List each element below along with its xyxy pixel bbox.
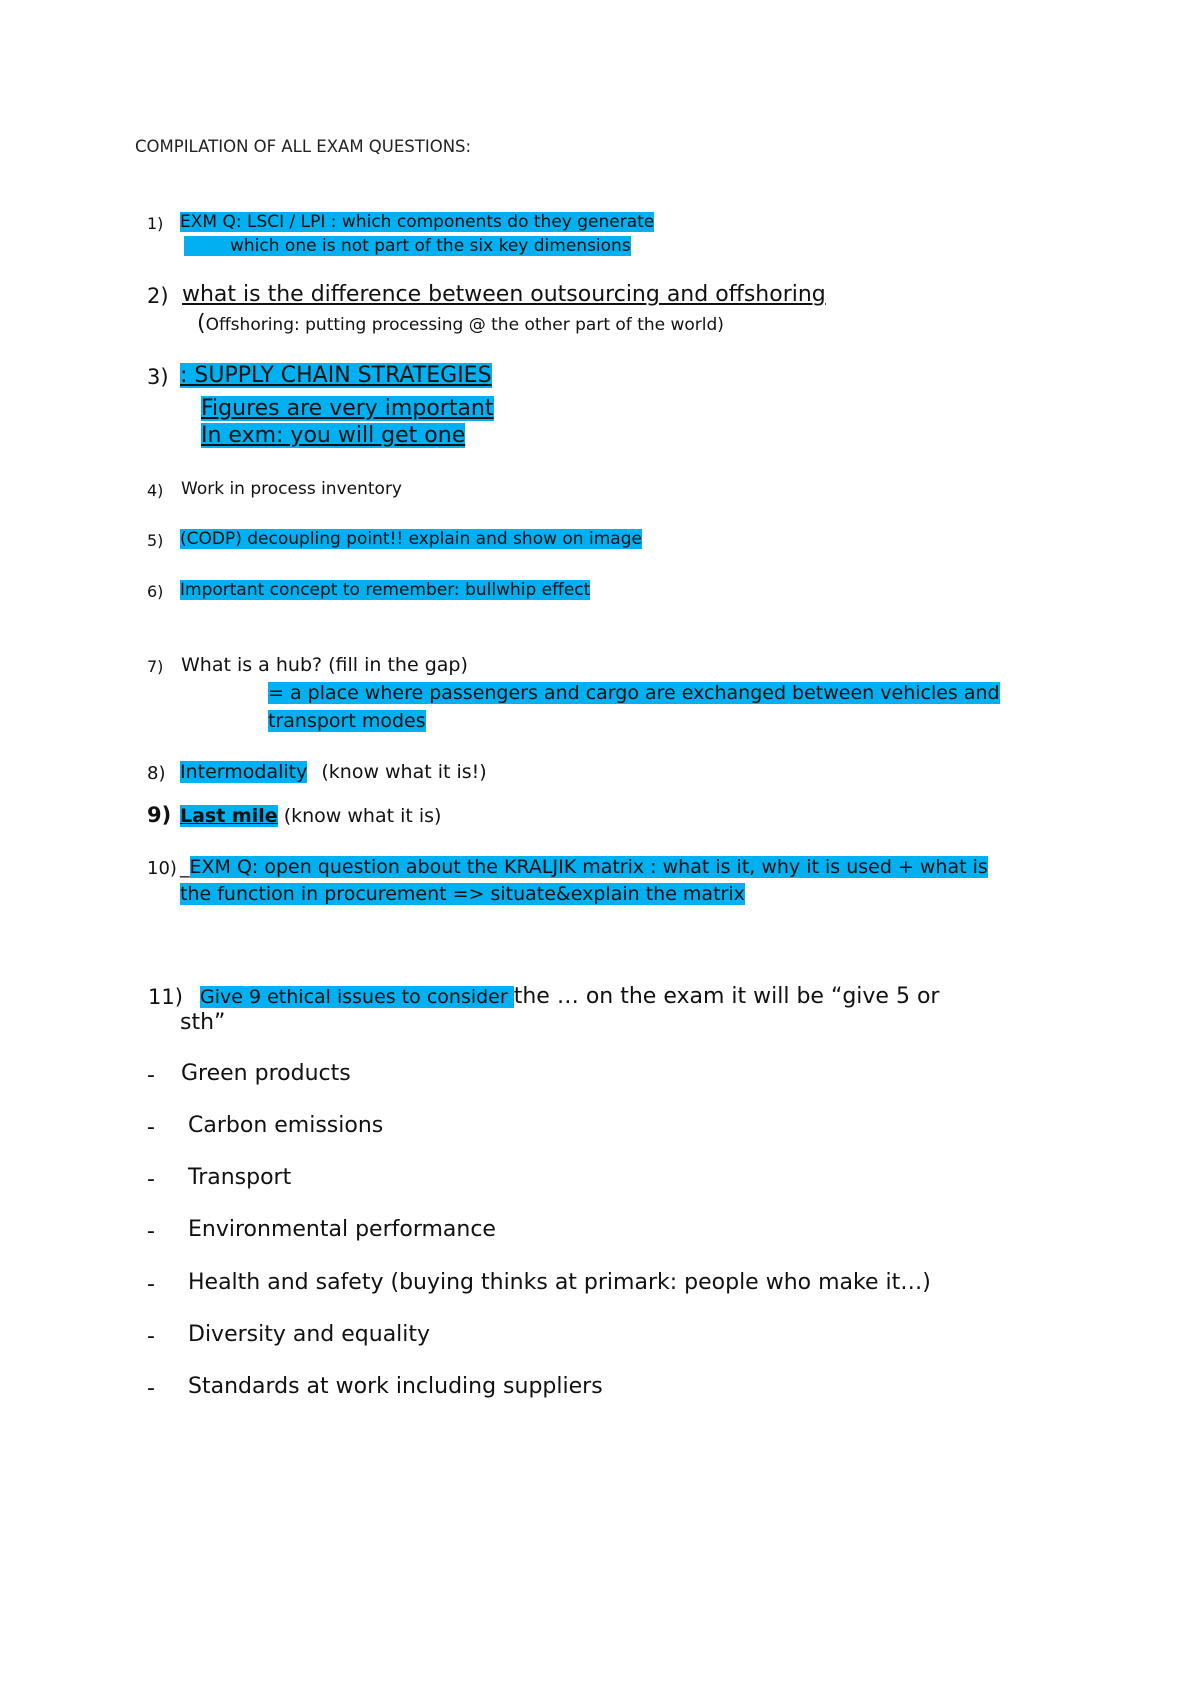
q3-line2-text: Figures are very important	[201, 396, 494, 421]
q1-line2-text: which one is not part of the six key dimensions	[184, 236, 631, 256]
q3-line1-text: : SUPPLY CHAIN STRATEGIES	[180, 363, 492, 388]
q8-term: Intermodality	[180, 761, 308, 783]
q6-text: Important concept to remember: bullwhip effect	[180, 580, 591, 600]
page-title: COMPILATION OF ALL EXAM QUESTIONS:	[135, 137, 472, 156]
q2-paren: (	[197, 311, 206, 336]
q5-number: 5)	[147, 531, 164, 550]
q7-answer1: = a place where passengers and cargo are exchanged between vehicles and	[268, 682, 1000, 704]
list-item: Carbon emissions	[188, 1113, 384, 1138]
q9-rest: (know what it is)	[277, 805, 442, 827]
q3-number: 3)	[147, 365, 169, 389]
list-item: Transport	[188, 1165, 292, 1190]
list-item-dash: -	[147, 1115, 155, 1140]
q7-answer2: transport modes	[268, 710, 426, 732]
q2-line1: what is the difference between outsourcing and offshoring	[182, 282, 826, 307]
q2-line2-text: Offshoring: putting processing @ the other part of the world)	[205, 315, 724, 335]
q10-line1-text: EXM Q: open question about the KRALJIK matrix : what is it, why it is used + what is	[189, 856, 988, 878]
list-item-dash: -	[147, 1219, 155, 1244]
list-item: Green products	[181, 1061, 351, 1086]
q6-line	[180, 580, 590, 600]
list-item-dash: -	[147, 1167, 155, 1192]
q5-text: (CODP) decoupling point!! explain and show on image	[180, 529, 642, 549]
q10-prefix: _	[180, 856, 190, 878]
q3-line1	[180, 363, 492, 389]
q10-line2	[180, 883, 745, 906]
list-item: Health and safety (buying thinks at primark: people who make it…)	[188, 1270, 931, 1295]
q4-text: Work in process inventory	[181, 479, 402, 499]
list-item: Standards at work including suppliers	[188, 1374, 603, 1399]
q1-line1	[180, 212, 654, 232]
q6-number: 6)	[147, 582, 164, 601]
q11-line2: sth”	[180, 1010, 226, 1035]
q3-line3	[201, 423, 465, 449]
q1-line1-text: EXM Q: LSCI / LPI : which components do they generate	[180, 212, 655, 232]
q7-number: 7)	[147, 657, 164, 676]
q7-text: What is a hub? (fill in the gap)	[181, 654, 468, 676]
q1-line2	[184, 236, 631, 256]
q2-line2	[197, 311, 724, 337]
q10-line2-text: the function in procurement => situate&explain the matrix	[180, 883, 745, 905]
q3-line2	[201, 396, 494, 422]
q7-answer-line1	[268, 682, 1000, 705]
list-item-dash: -	[147, 1063, 155, 1088]
q8-number: 8)	[147, 763, 166, 784]
q11-number: 11)	[148, 985, 183, 1009]
q5-line	[180, 529, 642, 549]
q8-line	[180, 761, 487, 784]
q9-number: 9)	[147, 803, 172, 827]
list-item-dash: -	[147, 1272, 155, 1297]
q3-line3-text: In exm: you will get one	[201, 423, 466, 448]
q8-rest: (know what it is!)	[321, 761, 487, 783]
q2-number: 2)	[147, 284, 169, 308]
q4-number: 4)	[147, 481, 164, 500]
list-item: Environmental performance	[188, 1217, 496, 1242]
list-item-dash: -	[147, 1324, 155, 1349]
q11-highlight: Give 9 ethical issues to consider	[200, 986, 514, 1008]
q9-line	[180, 805, 441, 828]
list-item: Diversity and equality	[188, 1322, 431, 1347]
q1-number: 1)	[147, 214, 164, 233]
list-item-dash: -	[147, 1376, 155, 1401]
q10-line1	[180, 856, 988, 879]
q10-number: 10)	[147, 858, 177, 879]
q7-answer-line2	[268, 710, 426, 733]
q9-term: Last mile	[180, 805, 278, 827]
q11-rest: the … on the exam it will be “give 5 or	[513, 984, 940, 1009]
q11-line1	[200, 984, 939, 1010]
